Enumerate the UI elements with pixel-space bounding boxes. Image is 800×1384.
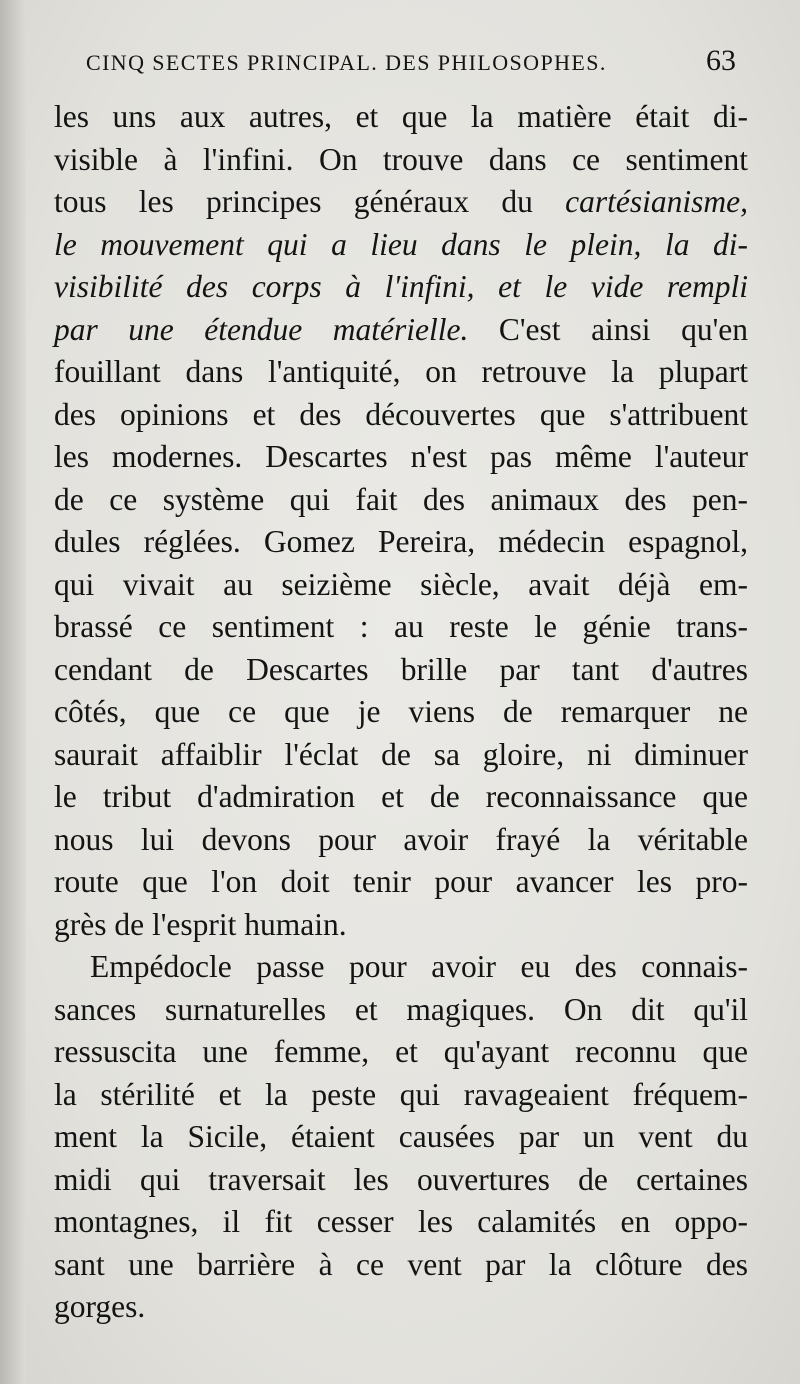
text-line: gorges. [54,1289,146,1324]
text-line: ressuscita une femme, et qu'ayant reconnu que [54,1034,748,1069]
text-line: nous lui devons pour avoir frayé la véritable [54,821,748,857]
page-gutter-shadow [0,0,26,1384]
text-line: grès de l'esprit humain. [54,906,347,942]
text-line: tous les principes généraux du cartésianisme, [54,184,748,219]
text-line: les modernes. Descartes n'est pas même l'auteur [54,439,748,474]
text-line: ment la Sicile, étaient causées par un vent du [54,1119,748,1154]
text-line: de ce système qui fait des animaux des pen- [54,481,748,517]
text-line: midi qui traversait les ouvertures de certaines [54,1161,748,1197]
running-head: CINQ SECTES PRINCIPAL. DES PHILOSOPHES. [86,50,607,75]
text-line: Empédocle passe pour avoir eu des connais- [90,949,748,984]
text-line: cendant de Descartes brille par tant d'autres [54,651,748,687]
text-line: saurait affaiblir l'éclat de sa gloire, ni diminuer [54,736,748,772]
text-line: des opinions et des découvertes que s'attribuent [54,396,748,432]
text-line: visible à l'infini. On trouve dans ce sentiment [54,141,748,177]
text-line: montagnes, il fit cesser les calamités en oppo- [54,1204,748,1239]
text-line: route que l'on doit tenir pour avancer les pro- [54,864,748,899]
text-line: par une étendue matérielle. C'est ainsi qu'en [54,311,748,347]
text-line: le tribut d'admiration et de reconnaissance que [54,779,748,814]
text-line: dules réglées. Gomez Pereira, médecin espagnol, [54,524,748,559]
text-line: fouillant dans l'antiquité, on retrouve la plupart [54,354,748,389]
text-line: visibilité des corps à l'infini, et le vide rempli [54,269,748,304]
text-line: sances surnaturelles et magiques. On dit qu'il [54,991,748,1027]
text-line: brassé ce sentiment : au reste le génie trans- [54,609,748,644]
page-header [86,44,736,84]
text-line: le mouvement qui a lieu dans le plein, la di- [54,226,748,262]
body-text [54,96,748,1329]
text-line: côtés, que ce que je viens de remarquer ne [54,694,748,729]
page-number: 63 [706,44,736,77]
text-line: la stérilité et la peste qui ravageaient fréquem- [54,1076,748,1112]
text-line: qui vivait au seizième siècle, avait déjà em- [54,566,748,602]
text-line: les uns aux autres, et que la matière était di- [54,99,748,134]
text-line: sant une barrière à ce vent par la clôture des [54,1246,748,1282]
